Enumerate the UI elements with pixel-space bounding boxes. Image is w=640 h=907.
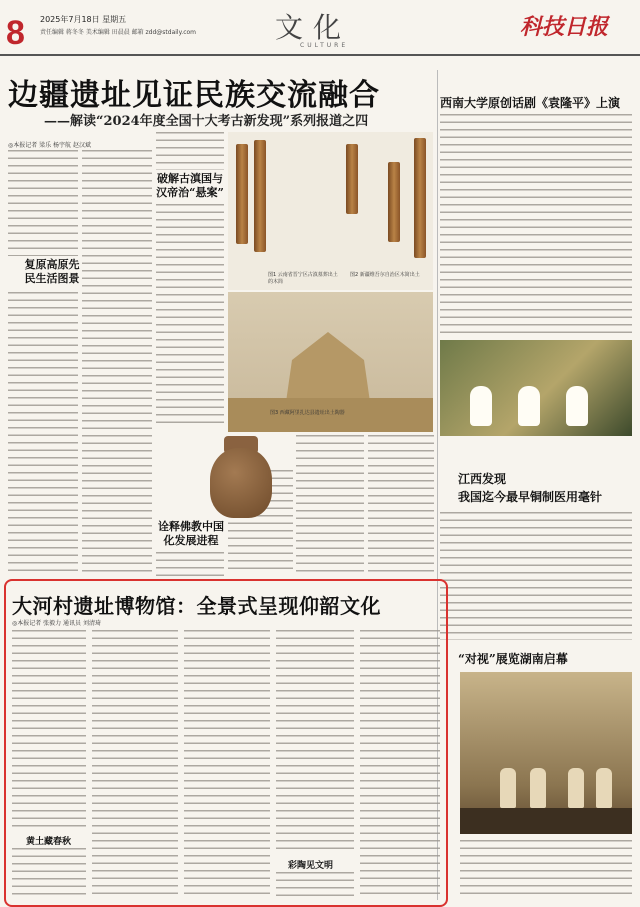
lead-body-column-6	[368, 435, 434, 575]
feature-body-column-2	[92, 630, 178, 898]
feature-body-column-4b	[276, 872, 354, 898]
story-headline-acupuncture: 江西发现 我国迄今最早铜制医用毫针	[458, 472, 603, 504]
slip-image	[254, 140, 266, 252]
masthead	[0, 0, 640, 56]
section-title-en: CULTURE	[300, 42, 349, 49]
issue-date: 2025年7月18日 星期五	[40, 15, 127, 24]
feature-subhead-1: 黄土藏春秋	[26, 837, 72, 847]
lead-body-column-3b	[156, 204, 224, 429]
feature-body-column-5	[360, 630, 440, 898]
photo-caption-3: 图3 西藏阿里扎达县遗址出土陶器	[270, 410, 345, 416]
lead-subhead-1: 复原高原先民生活图景	[24, 258, 80, 285]
feature-headline: 大河村遗址博物馆：全景式呈现仰韶文化	[12, 594, 381, 618]
lead-body-column-1b	[8, 292, 78, 577]
drama-body	[440, 114, 632, 334]
slip-image	[346, 144, 358, 214]
lead-body-column-4b	[156, 552, 224, 576]
section-title: 文化	[275, 11, 352, 44]
drama-photo	[440, 340, 632, 436]
story-headline-exhibition: “对视”展览湖南启幕	[458, 652, 568, 666]
lead-body-column-3	[156, 132, 224, 170]
feature-body-column-3	[184, 630, 270, 898]
bamboo-slips-photo	[228, 132, 433, 290]
feature-body-column-4	[276, 630, 354, 855]
exhibition-photo	[460, 672, 632, 834]
lead-body-column-2	[82, 150, 152, 577]
editor-line: 责任编辑 蒋冬冬 美术编辑 田晨晨 邮箱 zdd@stdaily.com	[40, 29, 197, 36]
feature-body-column-1b	[12, 848, 86, 898]
feature-body-column-1	[12, 630, 86, 830]
lead-subheadline: ——解读“2024年度全国十大考古新发现”系列报道之四	[44, 114, 369, 129]
exhibition-caption	[460, 840, 632, 900]
pottery-jar-photo	[196, 432, 286, 524]
lead-headline: 边疆遗址见证民族交流融合	[8, 78, 380, 113]
slip-image	[236, 144, 248, 244]
lead-byline: ◎本报记者 梁乐 杨宇航 赵汉斌	[8, 142, 91, 149]
feature-byline: ◎本报记者 张毅力 通讯员 刘清琦	[12, 620, 101, 627]
acupuncture-body	[440, 512, 632, 640]
lead-subhead-3: 诠释佛教中国化发展进程	[158, 520, 224, 547]
slip-image	[414, 138, 426, 258]
page-number: 8	[6, 14, 25, 52]
story-headline-drama: 西南大学原创话剧《袁隆平》上演	[440, 96, 621, 110]
lead-subhead-2: 破解古滇国与汉帝治“悬案”	[156, 172, 224, 199]
slip-image	[388, 162, 400, 242]
feature-subhead-2: 彩陶见文明	[288, 861, 334, 871]
lead-body-column-1	[8, 150, 78, 256]
lead-body-column-5	[296, 435, 364, 575]
newspaper-logo: 科技日报	[520, 14, 609, 40]
photo-caption-2: 图2 新疆维吾尔自治区木简出土	[350, 272, 420, 278]
photo-caption-1: 图1 云南省晋宁区古滇墓葬出土的木简	[268, 272, 338, 285]
